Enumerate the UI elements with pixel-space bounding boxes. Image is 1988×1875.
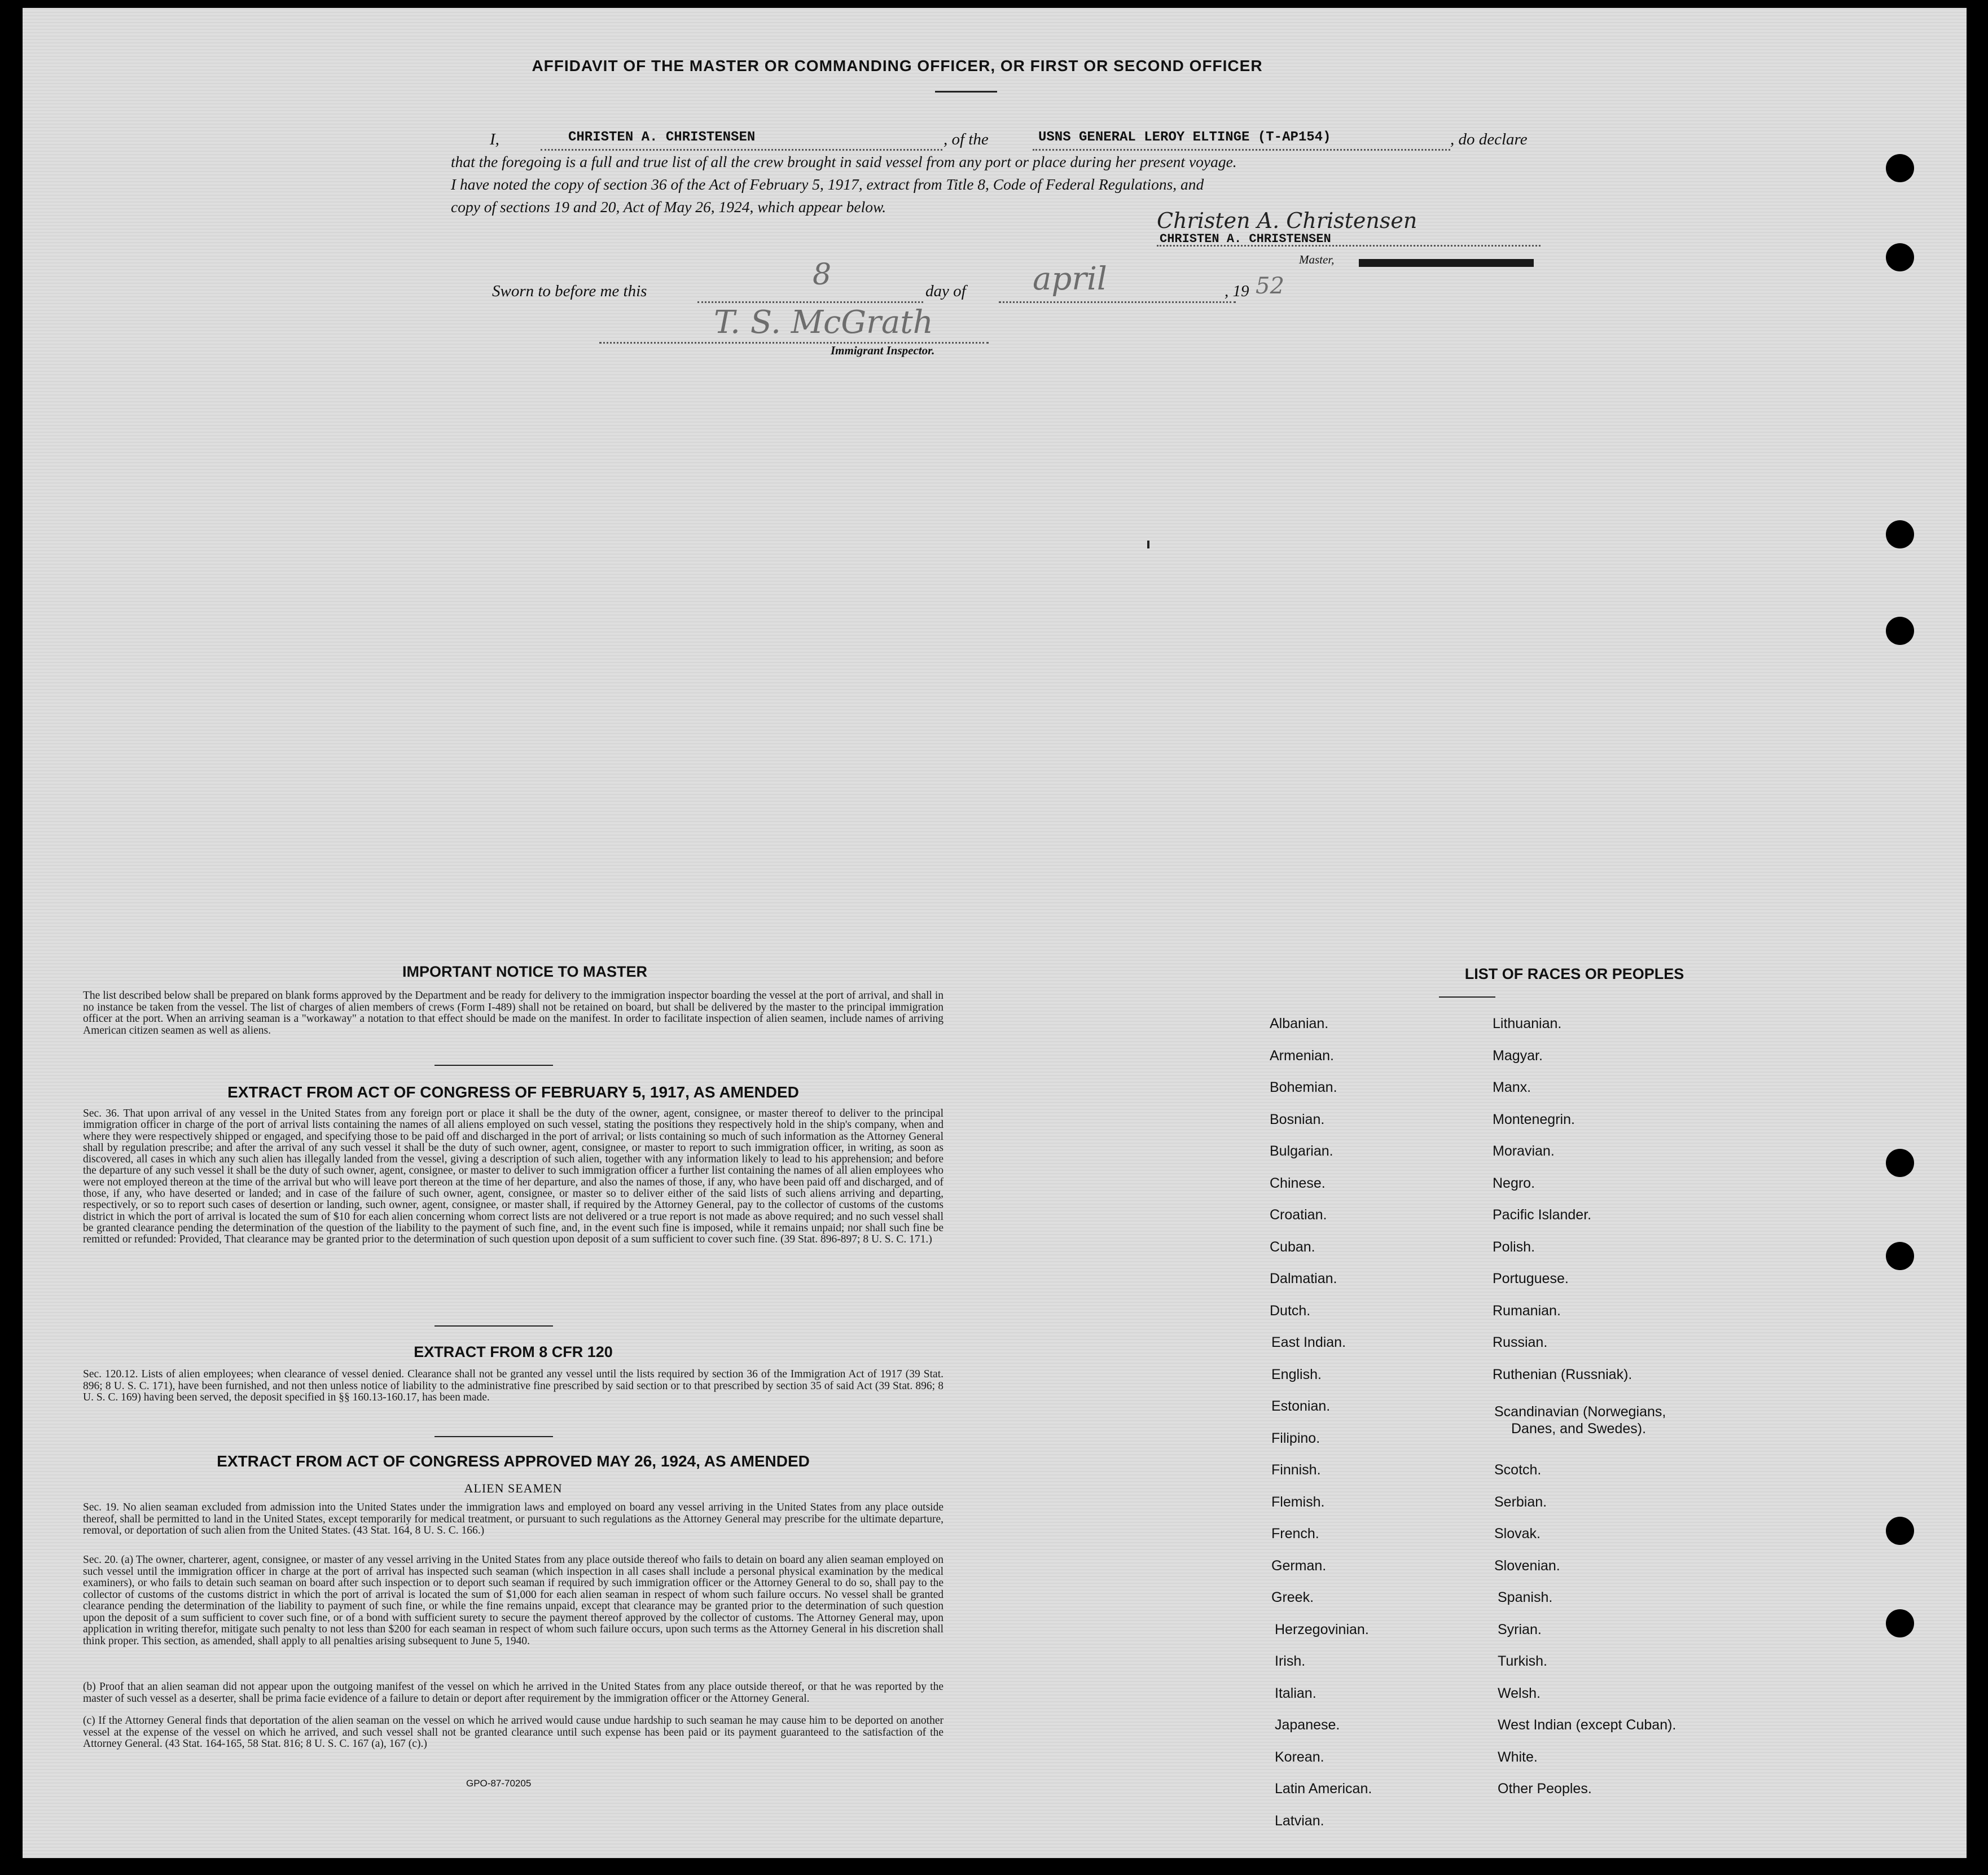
race-item: Negro. (1493, 1175, 1535, 1191)
day-line (697, 282, 923, 303)
extract-1924-sec19: Sec. 19. No alien seaman excluded from admission into the United States under the immigration laws and employed on board any vessel arriving in the United States from any place outside thereof, shall be permitted to land in the United States, except temporarily for medical treatment, or pursuant to such regulations as the Attorney General may prescribe for the ultimate departure, removal, or deportation of such alien from the United States. (43 Stat. 164, 8 U. S. C. 166.) (83, 1501, 943, 1536)
race-item: White. (1498, 1749, 1538, 1765)
race-item: West Indian (except Cuban). (1498, 1717, 1677, 1733)
race-item: Turkish. (1498, 1653, 1547, 1669)
race-item: Scandinavian (Norwegians, (1494, 1404, 1666, 1420)
affidavit-line-3: I have noted the copy of section 36 of the Act of February 5, 1917, extract from Title 8, Code of Federal Regulations, and (451, 175, 1204, 193)
race-item: Serbian. (1494, 1494, 1547, 1510)
race-item: English. (1271, 1367, 1322, 1382)
master-signature-line (1157, 244, 1541, 247)
race-item: Scotch. (1494, 1462, 1542, 1478)
year-prefix: , 19 (1225, 282, 1249, 300)
race-item: Polish. (1493, 1239, 1535, 1255)
declarant-name: CHRISTEN A. CHRISTENSEN (568, 130, 756, 145)
race-item: Estonian. (1271, 1398, 1331, 1414)
races-divider (1439, 996, 1495, 998)
race-item: Latin American. (1275, 1781, 1372, 1797)
punch-hole (1886, 1242, 1914, 1270)
race-item: Greek. (1271, 1589, 1314, 1605)
extract-1924-subtitle: ALIEN SEAMEN (464, 1481, 563, 1495)
notice-text: The list described below shall be prepared on blank forms approved by the Department and be ready for delivery to the immigration inspector boarding the vessel at the port of arrival, and shall in no instance be taken from the vessel. The list of charges of alien members of crews (Form I-489) shall not be retained on board, but shall be delivered by the master to the principal immigration officer at the port. When an arriving seaman is a "workaway" a notation to that effect should be made on the manifest. In order to facilitate inspection of alien seamen, include names of arriving American citizen seamen as well as aliens. (83, 990, 943, 1037)
race-item: Irish. (1275, 1653, 1306, 1669)
punch-hole (1886, 520, 1914, 548)
sworn-month: april (1033, 261, 1107, 297)
master-signature: Christen A. Christensen (1157, 208, 1418, 233)
race-item: Bosnian. (1270, 1112, 1325, 1127)
notice-divider (435, 1065, 553, 1066)
sworn-year: 52 (1256, 273, 1284, 299)
race-item: Spanish. (1498, 1589, 1553, 1605)
extract-1924-sec20b: (b) Proof that an alien seaman did not appear upon the outgoing manifest of the vessel on which he arrived in the United States from any place outside thereof, or that he was reported by the master of such vessel as a deserter, shall be prima facie evidence of a failure to detain or deport after requirement by the immigration officer or the Attorney General. (83, 1681, 943, 1705)
race-item: Cuban. (1270, 1239, 1315, 1255)
race-item: Ruthenian (Russniak). (1493, 1367, 1632, 1382)
race-item: German. (1271, 1558, 1327, 1574)
struck-out-title (1359, 259, 1534, 267)
race-item: Moravian. (1493, 1143, 1555, 1159)
race-item: Manx. (1493, 1079, 1531, 1095)
punch-hole (1886, 154, 1914, 182)
stray-mark (1147, 541, 1149, 548)
race-item: Danes, and Swedes). (1511, 1421, 1647, 1437)
extract-1917-divider (435, 1325, 553, 1327)
race-item: Lithuanian. (1493, 1016, 1562, 1031)
extract-1924-sec20a: Sec. 20. (a) The owner, charterer, agent, consignee, or master of any vessel arriving in the United States from any place outside thereof who fails to detain on board any alien seaman employed on such vessel until the immigration officer in charge at the port of arrival has inspected such seaman (which inspection in all cases shall include a personal physical examination by the medical examiners), or who fails to detain such seaman on board after such inspection or to deport such seaman if required by such immigration officer or the Attorney General to do so, shall pay to the collector of customs of the customs district in which the port of arrival is located the sum of $1,000 for each alien seaman in respect of whom such failure occurs. No vessel shall be granted clearance pending the determination of the liability to payment of such fine, or while the fine remains unpaid, except that clearance may be granted prior to the determination of such question upon the deposit of a sum sufficient to cover such fine, or of a bond with sufficient surety to secure the payment thereof approved by the collector of customs. The Attorney General may, upon application in writing therefor, mitigate such penalty to not less than $200 for each seaman in respect of whom such failure occurs, upon such terms as the Attorney General in his discretion shall think proper. This section, as amended, shall apply to all penalties arising subsequent to June 5, 1940. (83, 1554, 943, 1647)
race-item: Italian. (1275, 1685, 1316, 1701)
affidavit-line-4: copy of sections 19 and 20, Act of May 26, 1924, which appear below. (451, 198, 887, 216)
extract-1917-text: Sec. 36. That upon arrival of any vessel in the United States from any foreign port or place it shall be the duty of the owner, agent, consignee, or master thereof to deliver to the principal immigration officer in charge of the port of arrival lists containing the names of all aliens employed on such vessel, stating the positions they respectively hold in the ship's company, when and where they were respectively shipped or engaged, and specifying those to be paid off and discharged in the port of arrival; or lists containing so much of such information as the Attorney General shall by regulation prescribe; and after the arrival of any such vessel it shall be the duty of such owner, agent, consignee, or master to report to such immigration officer, in writing, as soon as discovered, all cases in which any such alien has illegally landed from the vessel, giving a description of such alien, together with any information likely to lead to his apprehension; and before the departure of any such vessel it shall be the duty of such owner, agent, consignee, or master to deliver to such immigration officer a further list containing the names of all alien employees who were not employed thereon at the time of the arrival but who will leave port thereon at the time of her departure, and also the names of those, if any, who have been paid off and discharged, and of those, if any, who have deserted or landed; and in case of the failure of such owner, agent, consignee, or master so to deliver either of the said lists of such aliens arriving and departing, respectively, or so to report such cases of desertion or landing, such owner, agent, consignee, or master shall, if required by the Attorney General, pay to the collector of customs of the customs district in which the port of arrival is located the sum of $10 for each alien concerning whom correct lists are not delivered or a true report is not made as above required; and no such vessel shall be granted clearance pending the determination of the question of the liability to the payment of such fine, and, in the event such fine is imposed, while it remains unpaid; nor shall such fine be remitted or refunded: Provided, That clearance may be granted prior to the determination of such question upon deposit of a sum sufficient to cover such fine. (39 Stat. 896-897; 8 U. S. C. 171.) (83, 1108, 943, 1246)
race-item: Russian. (1493, 1334, 1548, 1350)
race-item: Slovak. (1494, 1526, 1541, 1542)
race-item: Finnish. (1271, 1462, 1321, 1478)
extract-1917-title: EXTRACT FROM ACT OF CONGRESS OF FEBRUARY 5, 1917, AS AMENDED (227, 1083, 799, 1101)
sworn-prefix: Sworn to before me this (492, 282, 647, 300)
inspector-signature: T. S. McGrath (714, 304, 933, 341)
race-item: Flemish. (1271, 1494, 1325, 1510)
inspector-label: Immigrant Inspector. (831, 344, 935, 357)
race-item: Syrian. (1498, 1622, 1542, 1637)
race-item: Croatian. (1270, 1207, 1327, 1223)
extract-cfr-divider (435, 1436, 553, 1437)
race-item: French. (1271, 1526, 1319, 1542)
race-item: East Indian. (1271, 1334, 1346, 1350)
do-declare-text: , do declare (1450, 130, 1528, 148)
extract-cfr-text: Sec. 120.12. Lists of alien employees; when clearance of vessel denied. Clearance shall not be granted any vessel until the lists required by section 36 of the Immigration Act of 1917 (39 Stat. 896; 8 U. S. C. 171), have been furnished, and not then unless notice of liability to the administrative fine prescribed by said section or to that prescribed by section 35 of said Act (39 Stat. 896; 8 U. S. C. 169) having been served, the deposit specified in §§ 160.13-160.17, has been made. (83, 1368, 943, 1403)
race-item: Pacific Islander. (1493, 1207, 1592, 1223)
day-of-text: day of (925, 282, 966, 300)
title-divider (935, 91, 997, 93)
race-item: Slovenian. (1494, 1558, 1560, 1574)
sworn-day: 8 (813, 258, 832, 292)
race-item: Armenian. (1270, 1048, 1334, 1064)
extract-1924-title: EXTRACT FROM ACT OF CONGRESS APPROVED MAY 26, 1924, AS AMENDED (217, 1452, 810, 1470)
race-item: Bulgarian. (1270, 1143, 1333, 1159)
extract-1924-sec20c: (c) If the Attorney General finds that deportation of the alien seaman on the vessel on which he arrived would cause undue hardship to such seaman he may cause him to be deported on another vessel at the expense of the vessel on which he arrived, and such vessel shall not be granted clearance until such expense has been paid or its payment guaranteed to the satisfaction of the Attorney General. (43 Stat. 164-165, 58 Stat. 816; 8 U. S. C. 167 (a), 167 (c).) (83, 1715, 943, 1750)
of-the-text: , of the (943, 130, 989, 148)
race-item: Japanese. (1275, 1717, 1340, 1733)
race-item: Bohemian. (1270, 1079, 1337, 1095)
punch-hole (1886, 1149, 1914, 1177)
race-item: Herzegovinian. (1275, 1622, 1369, 1637)
race-item: Korean. (1275, 1749, 1324, 1765)
race-item: Montenegrin. (1493, 1112, 1575, 1127)
form-page (23, 8, 1967, 1858)
inspector-line (599, 324, 989, 344)
punch-hole (1886, 617, 1914, 645)
affidavit-i: I, (490, 130, 499, 148)
form-title: AFFIDAVIT OF THE MASTER OR COMMANDING OFFICER, OR FIRST OR SECOND OFFICER (532, 57, 1263, 74)
notice-title: IMPORTANT NOTICE TO MASTER (402, 963, 647, 980)
race-item: Chinese. (1270, 1175, 1326, 1191)
race-item: Filipino. (1271, 1430, 1320, 1446)
punch-hole (1886, 1517, 1914, 1545)
race-item: Rumanian. (1493, 1303, 1561, 1319)
master-label: Master, (1299, 253, 1335, 266)
race-item: Albanian. (1270, 1016, 1329, 1031)
punch-hole (1886, 1609, 1914, 1637)
race-item: Portuguese. (1493, 1271, 1569, 1286)
race-item: Magyar. (1493, 1048, 1543, 1064)
race-item: Dutch. (1270, 1303, 1311, 1319)
vessel-name: USNS GENERAL LEROY ELTINGE (T-AP154) (1038, 130, 1331, 145)
race-item: Other Peoples. (1498, 1781, 1592, 1797)
races-title: LIST OF RACES OR PEOPLES (1464, 965, 1684, 982)
affidavit-line-2: that the foregoing is a full and true list of all the crew brought in said vessel from any port or place during her present voyage. (451, 153, 1237, 170)
punch-hole (1886, 243, 1914, 271)
master-typed-name: CHRISTEN A. CHRISTENSEN (1160, 232, 1331, 246)
extract-cfr-title: EXTRACT FROM 8 CFR 120 (414, 1343, 613, 1360)
gpo-code: GPO-87-70205 (466, 1778, 532, 1789)
race-item: Dalmatian. (1270, 1271, 1337, 1286)
race-item: Latvian. (1275, 1813, 1324, 1829)
race-item: Welsh. (1498, 1685, 1541, 1701)
